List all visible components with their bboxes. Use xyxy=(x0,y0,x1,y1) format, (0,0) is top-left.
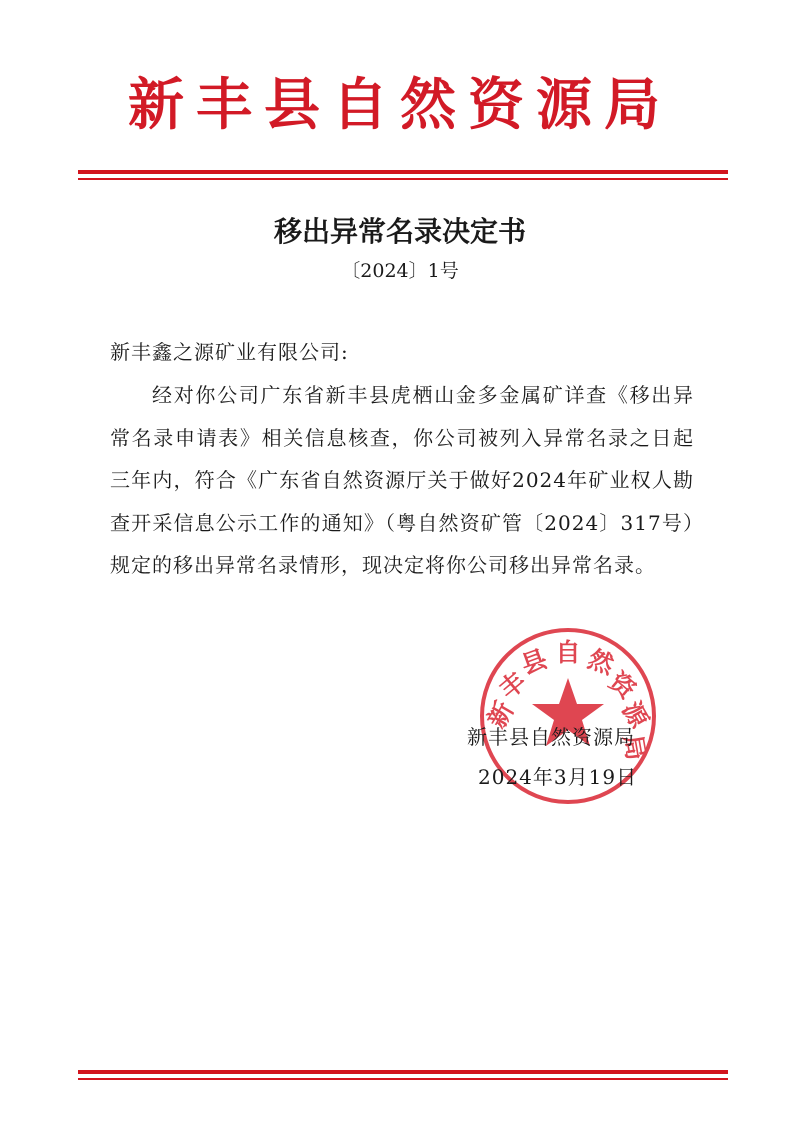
document-title: 移出异常名录决定书 xyxy=(273,215,526,248)
svg-text:新: 新 xyxy=(481,696,520,733)
footer-rule-thin xyxy=(78,1078,728,1080)
svg-text:然: 然 xyxy=(584,644,618,680)
svg-text:资: 资 xyxy=(603,666,642,705)
header-rule-thick xyxy=(78,170,728,174)
svg-text:局: 局 xyxy=(617,732,651,763)
svg-text:自: 自 xyxy=(555,638,581,667)
body-paragraph: 经对你公司广东省新丰县虎栖山金多金属矿详查《移出异常名录申请表》相关信息核查，你公司被列入异常名录之日起三年内，符合《广东省自然资源厅关于做好2024年矿业权人勘查开采信息公示工作的通知》（粤自然资矿管〔2024〕317号）规定的移出异常名录情形，现决定将你公司移出异常名录。 xyxy=(110,383,694,578)
document-number: 〔2024〕1号 xyxy=(341,260,459,282)
header-rule-thin xyxy=(78,178,728,180)
svg-text:县: 县 xyxy=(517,644,551,680)
svg-text:丰: 丰 xyxy=(493,666,532,705)
issuing-authority-header: 新丰县自然资源局 xyxy=(128,72,672,138)
signature-date: 2024年3月19日 xyxy=(478,765,638,789)
signature-organization: 新丰县自然资源局 xyxy=(467,725,635,749)
svg-text:源: 源 xyxy=(616,696,655,733)
recipient-line: 新丰鑫之源矿业有限公司: xyxy=(110,340,349,364)
footer-rule-thick xyxy=(78,1070,728,1074)
